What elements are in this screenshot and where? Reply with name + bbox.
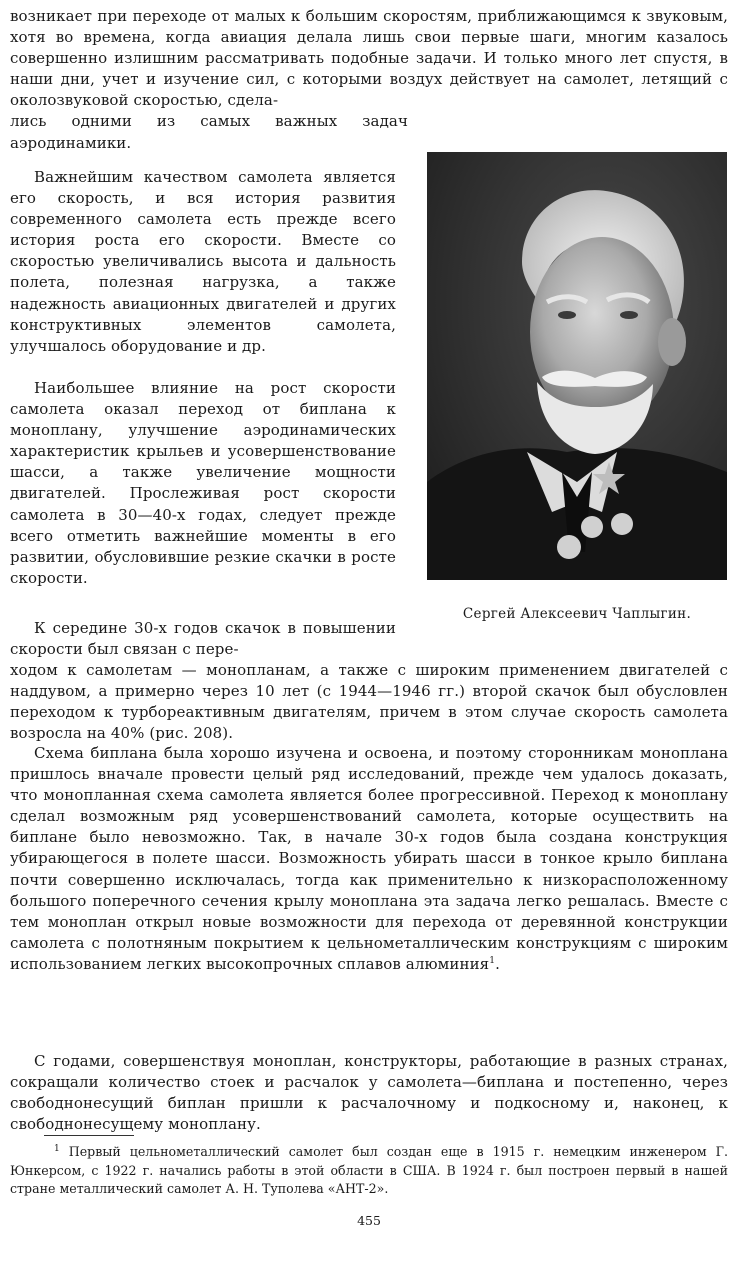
footnote-divider — [44, 1135, 134, 1136]
paragraph-biplane-scheme-end: . — [495, 954, 500, 973]
paragraph-mid-thirties — [10, 618, 728, 745]
footnote-text: Первый цельнометаллический самолет был создан еще в 1915 г. немецким инженером Г. Юнкерсом, с 1922 г. начались работы в этой области в США. В 1924 г. был построен первый в нашей стране металлический самолет А. Н. Туполева «АНТ-2». — [10, 1144, 728, 1196]
photo-caption: Сергей Алексеевич Чаплыгин. — [462, 606, 692, 622]
paragraph-biplane-scheme-text: Схема биплана была хорошо изучена и освоена, и поэтому сторонникам моноплана пришлось вначале провести целый ряд исследований, прежде чем удалось доказать, что монопланная схема самолета является более прогрессивной. Переход к моноплану сделал возможным ряд усовершенствований самолета, которые осуществить на биплане было невозможно. Так, в начале 30-х годов была создана конструкция убирающегося в полете шасси. Возможность убирать шасси в тонкое крыло биплана почти совершенно исключалась, тогда как применительно к низкорасположенному большого поперечного сечения крылу моноплана эта задача легко решалась. Вместе с тем моноплан открыл новые возможности для перехода от деревянной конструкции самолета с полотняным покрытием к цельнометаллическим конструкциям с широким использованием легких высокопрочных сплавов алюминия — [10, 744, 728, 973]
paragraph-intro-text: возникает при переходе от малых к большим скоростям, приближающимся к звуковым, хотя во времена, когда авиация делала лишь свои первые шаги, многим казалось совершенно излишним рассматривать подобные задачи. И только много лет спустя, в наши дни, учет и изучение сил, с которыми воздух действует на самолет, летящий с околозвуковой скоростью, сдела- — [10, 7, 728, 110]
portrait-photo — [427, 152, 727, 580]
paragraph-biplane-transition: Наибольшее влияние на рост скорости самолета оказал переход от биплана к моноплану, улучшение аэродинамических характеристик крыльев и усовершенствование шасси, а также увеличение мощности двигателей. Прослеживая рост скорости самолета в 30—40-х годах, следует прежде всего отметить важнейшие моменты в его развитии, обусловившие резкие скачки в росте скорости. — [10, 379, 396, 587]
paragraph-intro — [10, 6, 728, 154]
paragraph-mid-thirties-rest: ходом к самолетам — монопланам, а также с широким применением двигателей с наддувом, а примерно через 10 лет (с 1944—1946 гг.) второй скачок был обусловлен переходом к турбореактивным двигателям, причем в этом случае скорость самолета возросла на 40% (рис. 208). — [10, 661, 728, 743]
page-number: 455 — [357, 1213, 381, 1228]
paragraph-intro-tail: лись одними из самых важных задач аэродинамики. — [10, 112, 408, 152]
paragraph-monoplane-evolution: С годами, совершенствуя моноплан, конструкторы, работающие в разных странах, сокращали количество стоек и расчалок у самолета—биплана и постепенно, через свободнонесущий биплан пришли к расчалочному и подкосному и, наконец, к свободнонесущему моноплану. — [10, 1052, 728, 1134]
footnote — [10, 1143, 728, 1199]
footnote-reference: 1 — [489, 955, 496, 966]
paragraph-mid-thirties-head: К середине 30-х годов скачок в повышении скорости был связан с пере- — [10, 619, 396, 659]
paragraph-biplane-scheme — [10, 743, 728, 975]
paragraph-speed-quality: Важнейшим качеством самолета является его скорость, и вся история развития современного самолета есть прежде всего история роста его скорости. Вместе со скоростью увеличивались высота и дальность полета, полезная нагрузка, а также надежность авиационных двигателей и других конструктивных элементов самолета, улучшалось оборудование и др. — [10, 168, 396, 355]
footnote-marker: 1 — [54, 1143, 60, 1154]
book-page — [10, 2, 728, 1272]
